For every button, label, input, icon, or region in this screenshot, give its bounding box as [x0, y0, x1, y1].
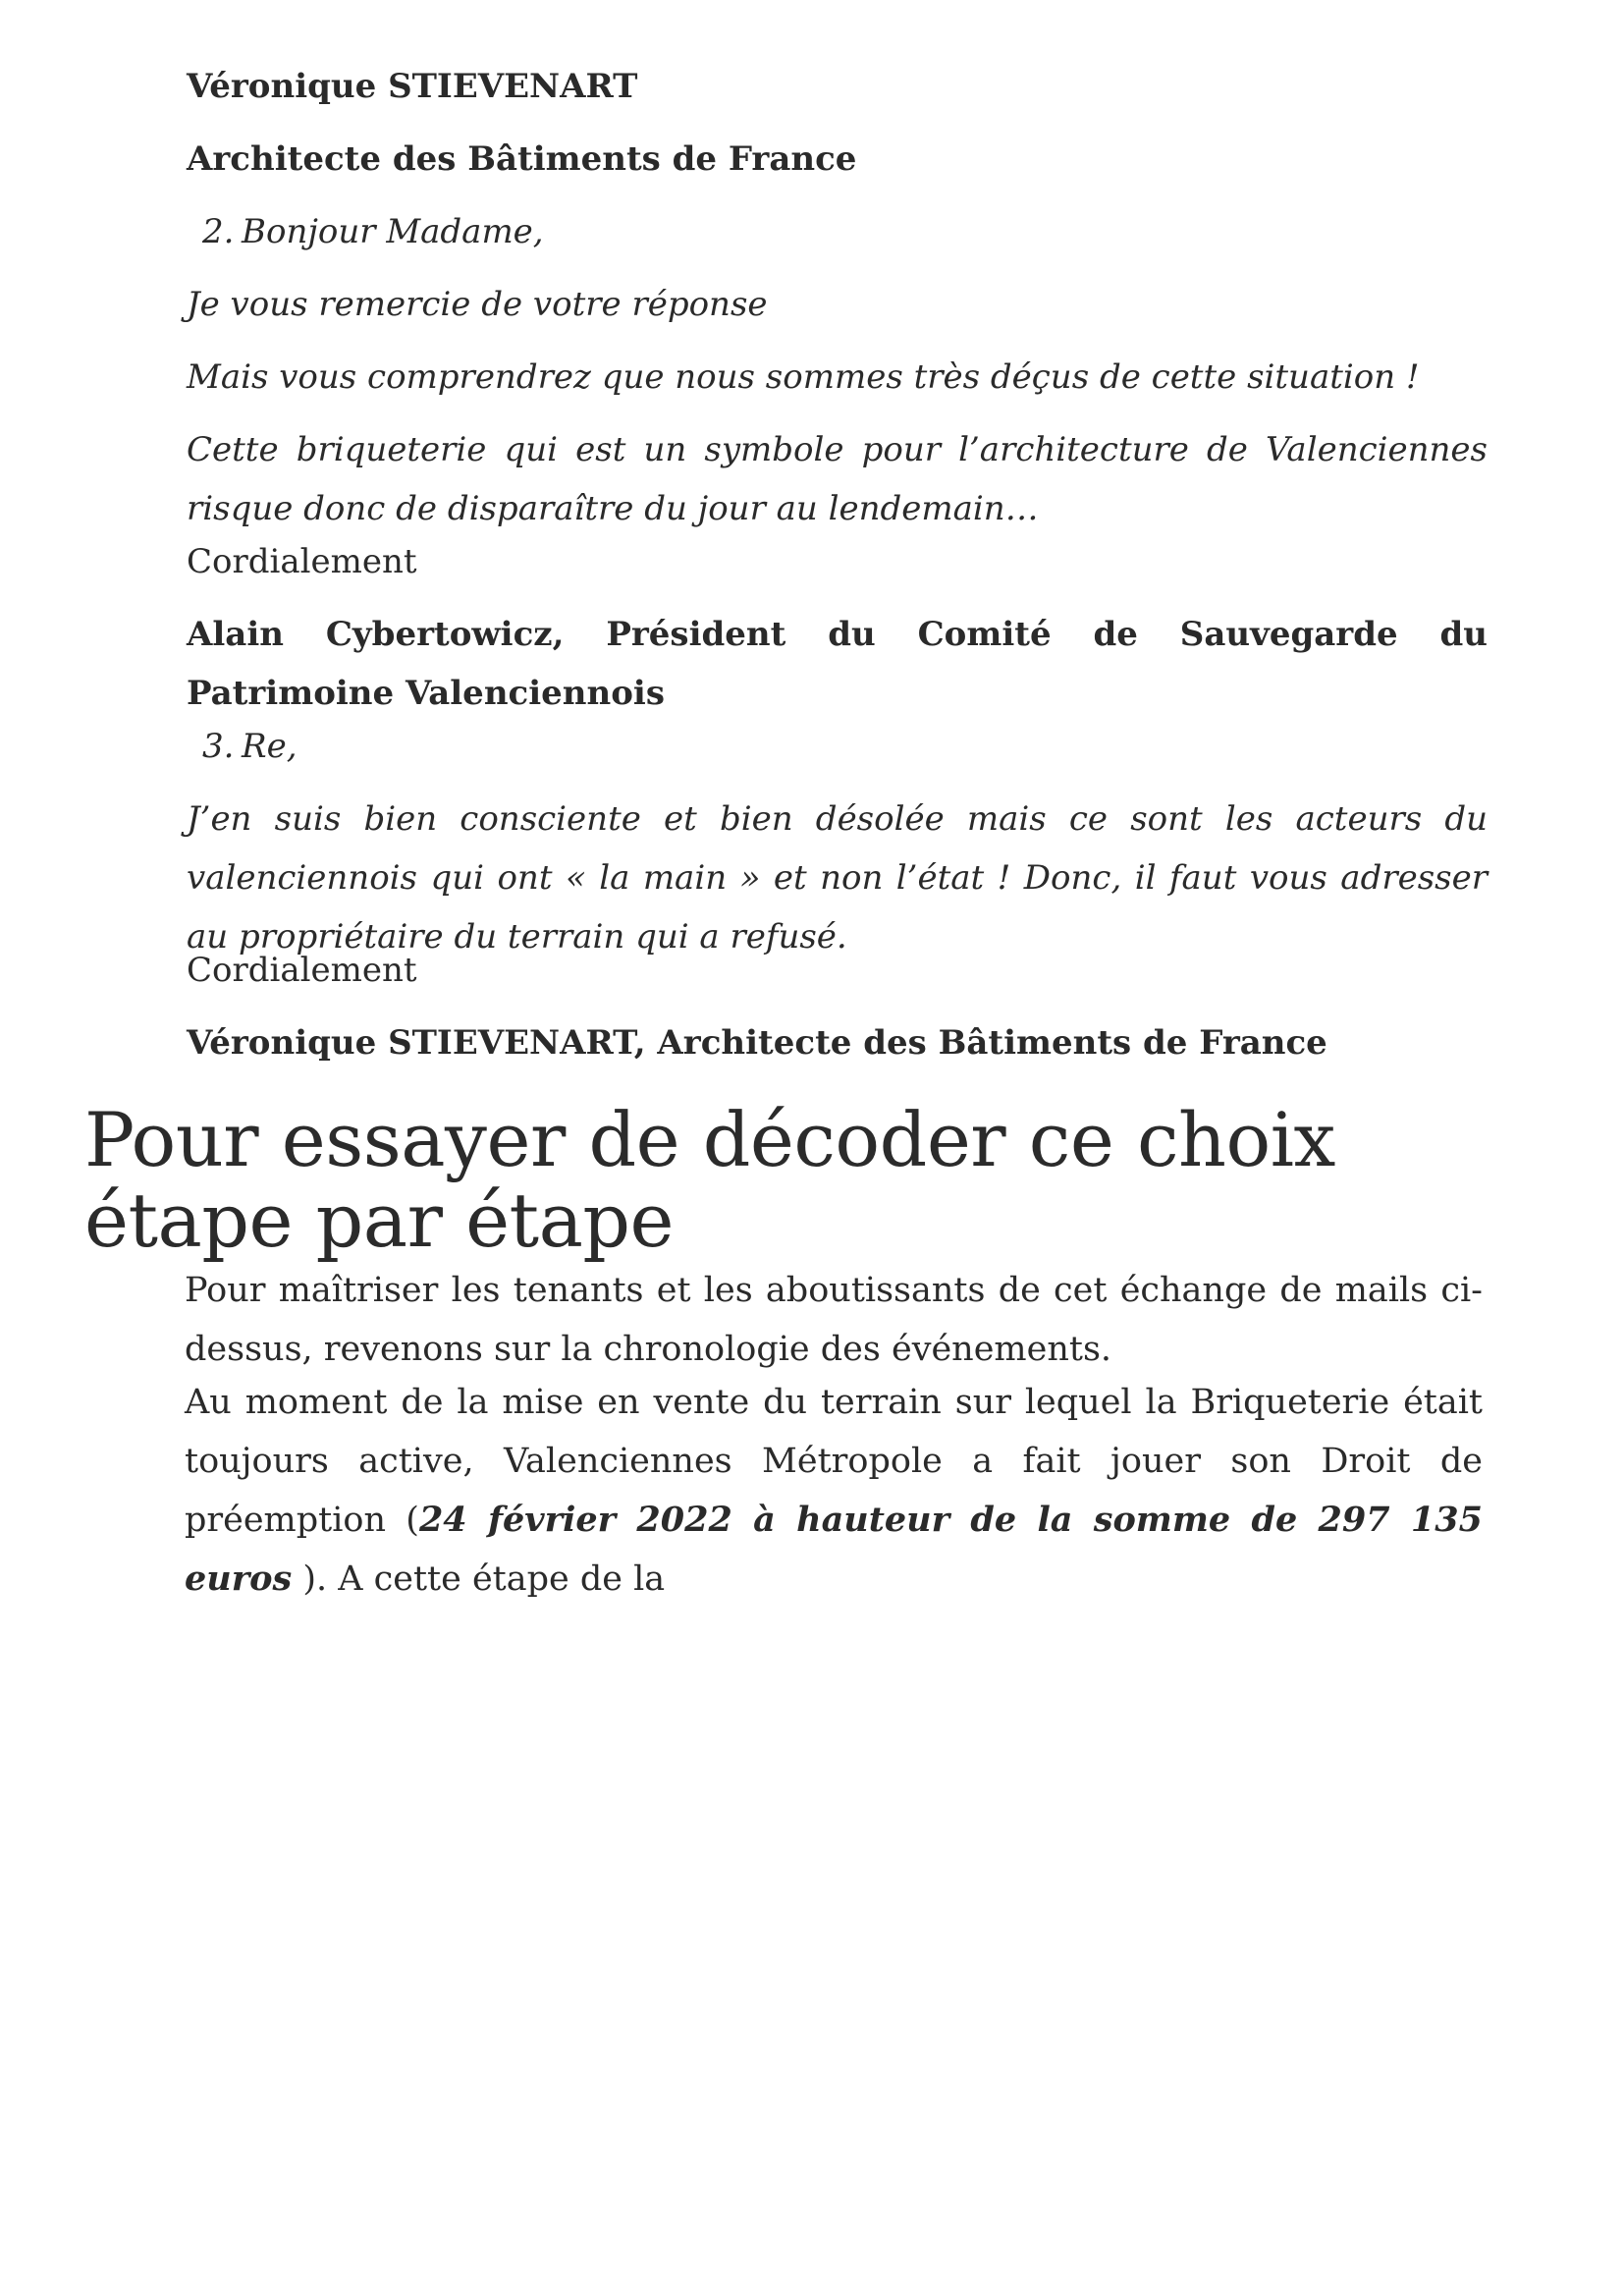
reply-2-line-3: Cette briqueterie qui est un symbole pour l’architecture de Valenciennes risque donc de disparaître du jour au lendemain…: [187, 430, 1488, 528]
signature-name: Véronique STIEVENART: [187, 67, 638, 106]
reply-3-body: J’en suis bien consciente et bien désolée mais ce sont les acteurs du valenciennois qui ont « la main » et non l’état ! Donc, il faut vous adresser au propriétaire du terrain qui a refusé.: [187, 799, 1488, 957]
paragraph-2-end: ). A cette étape de la: [302, 1559, 666, 1599]
reply-3-signature: Véronique STIEVENART, Architecte des Bâtiments de France: [187, 1023, 1327, 1063]
reply-3-closing: Cordialement: [187, 951, 417, 990]
signature-title: Architecte des Bâtiments de France: [187, 139, 857, 179]
greeting: Bonjour Madame,: [242, 212, 544, 251]
paragraph-2-emphasis: 24 février 2022 à hauteur de la somme de 297 135 euros: [185, 1500, 1483, 1599]
section-paragraph-2: [185, 1373, 1483, 1609]
list-number: 3.: [202, 727, 235, 766]
reply-2-line-1: Je vous remercie de votre réponse: [187, 285, 768, 324]
reply-2-line-2: Mais vous comprendrez que nous sommes très déçus de cette situation !: [187, 357, 1420, 397]
paragraph-2-text: Au moment de la mise en vente du terrain sur lequel la Briqueterie était toujours active, Valenciennes Métropole a fait jouer son Droit de préemption (: [185, 1383, 1483, 1540]
greeting: Re,: [242, 727, 298, 766]
reply-2-signature: Alain Cybertowicz, Président du Comité de Sauvegarde du Patrimoine Valenciennois: [187, 615, 1488, 713]
reply-2-greeting-line: [202, 202, 1503, 261]
section-paragraph-1: Pour maîtriser les tenants et les aboutissants de cet échange de mails ci-dessus, revenons sur la chronologie des événements.: [185, 1271, 1483, 1369]
section-heading: Pour essayer de décoder ce choix étape par étape: [84, 1096, 1335, 1264]
reply-2-closing: Cordialement: [187, 542, 417, 581]
reply-3-greeting-line: [202, 717, 1503, 776]
list-number: 2.: [202, 212, 235, 251]
